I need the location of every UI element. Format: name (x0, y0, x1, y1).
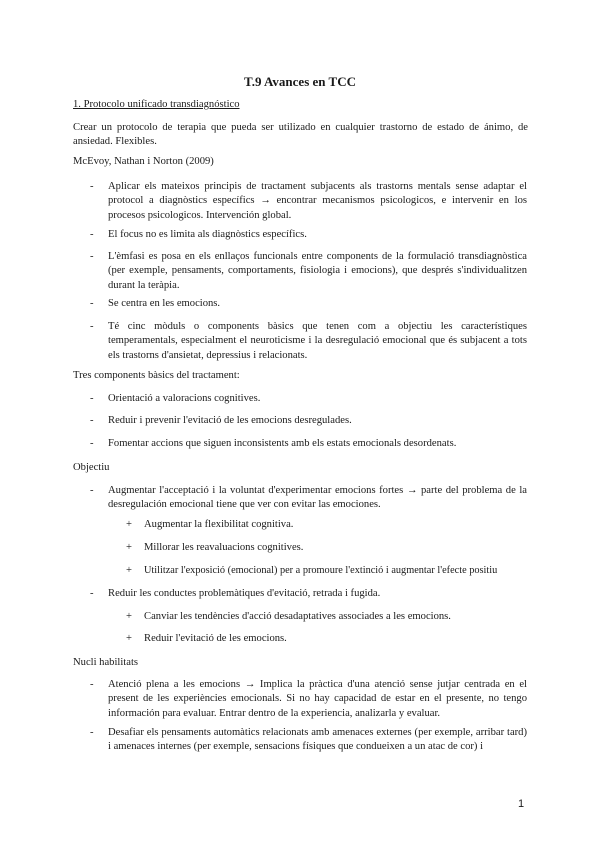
sub-list-item: Augmentar la flexibilitat cognitiva. (144, 519, 294, 530)
page-number: 1 (518, 798, 525, 810)
bullet-plus: + (126, 565, 132, 576)
list-item: L'èmfasi es posa en els enllaços funcionals entre components de la formulació transdiagnòstica (per exemple, pensaments, comportaments, fisiologia i emocions), que després s'individualitzen durant la teràpia. (108, 251, 527, 291)
page-title: T.9 Avances en TCC (244, 74, 356, 89)
sub-list-item: Millorar les reavaluacions cognitives. (144, 542, 304, 553)
list-item: El focus no es limita als diagnòstics específics. (108, 229, 307, 240)
sub-list-item: Utilitzar l'exposició (emocional) per a promoure l'extinció i augmentar l'efecte positiu (144, 565, 498, 576)
bullet-dash: - (90, 438, 94, 449)
bullet-plus: + (126, 542, 132, 553)
citation: McEvoy, Nathan i Norton (2009) (73, 156, 214, 167)
bullet-dash: - (90, 251, 94, 262)
list-item: Augmentar l'acceptació i la voluntat d'experimentar emocions fortes → parte del problema de la desregulación emocional tiene que ver con evitar las emociones. (108, 485, 527, 511)
bullet-dash: - (90, 229, 94, 240)
list-item: Té cinc mòduls o components bàsics que tenen com a objectiu les característiques temperamentals, especialment el neuroticisme i la desregulació emocional que és subjacent a tots els trastorns d'ansietat, depressius i relacionats. (108, 321, 527, 361)
list-item: Reduir i prevenir l'evitació de les emocions desregulades. (108, 415, 352, 426)
bullet-plus: + (126, 611, 132, 622)
bullet-dash: - (90, 321, 94, 332)
tres-heading: Tres components bàsics del tractament: (73, 370, 240, 381)
list-item: Se centra en les emocions. (108, 298, 221, 309)
bullet-dash: - (90, 727, 94, 738)
bullet-plus: + (126, 519, 132, 530)
list-item: Desafiar els pensaments automàtics relacionats amb amenaces externes (per exemple, arribar tard) i amenaces internes (per exemple, sensacions físiques que condueixen a un atac de cor) i (108, 727, 527, 753)
bullet-dash: - (90, 393, 94, 404)
objectiu-heading: Objectiu (73, 462, 110, 473)
sub-list-item: Reduir l'evitació de les emocions. (144, 633, 287, 644)
bullet-dash: - (90, 679, 94, 690)
list-item: Reduir les conductes problemàtiques d'evitació, retrada i fugida. (108, 588, 381, 599)
intro-paragraph: Crear un protocolo de terapia que pueda ser utilizado en cualquier trastorno de estado de ánimo, de ansiedad. Flexibles. (73, 122, 528, 148)
bullet-dash: - (90, 485, 94, 496)
bullet-dash: - (90, 415, 94, 426)
bullet-dash: - (90, 588, 94, 599)
list-item: Atenció plena a les emocions → Implica la pràctica d'una atenció sense jutjar centrada en el present de les experiències emocionals. Si no hay capacidad de estar en el presente, no tengo información para evaluar. Entrar dentro de la experiencia, analizarla y evaluar. (108, 679, 527, 719)
nucli-heading: Nucli habilitats (73, 657, 139, 668)
bullet-dash: - (90, 298, 94, 309)
section-heading: 1. Protocolo unificado transdiagnóstico (73, 99, 240, 110)
list-item: Orientació a valoracions cognitives. (108, 393, 261, 404)
sub-list-item: Canviar les tendències d'acció desadaptatives associades a les emocions. (144, 611, 451, 622)
bullet-plus: + (126, 633, 132, 644)
list-item: Fomentar accions que siguen inconsistents amb els estats emocionals desordenats. (108, 438, 457, 449)
list-item: Aplicar els mateixos principis de tractament subjacents als trastorns mentals sense adaptar el protocol a diagnòstics específics → encontrar mecanismos psicologicos, e intervenir en los procesos psicologicos. Intervención global. (108, 181, 527, 221)
bullet-dash: - (90, 181, 94, 192)
